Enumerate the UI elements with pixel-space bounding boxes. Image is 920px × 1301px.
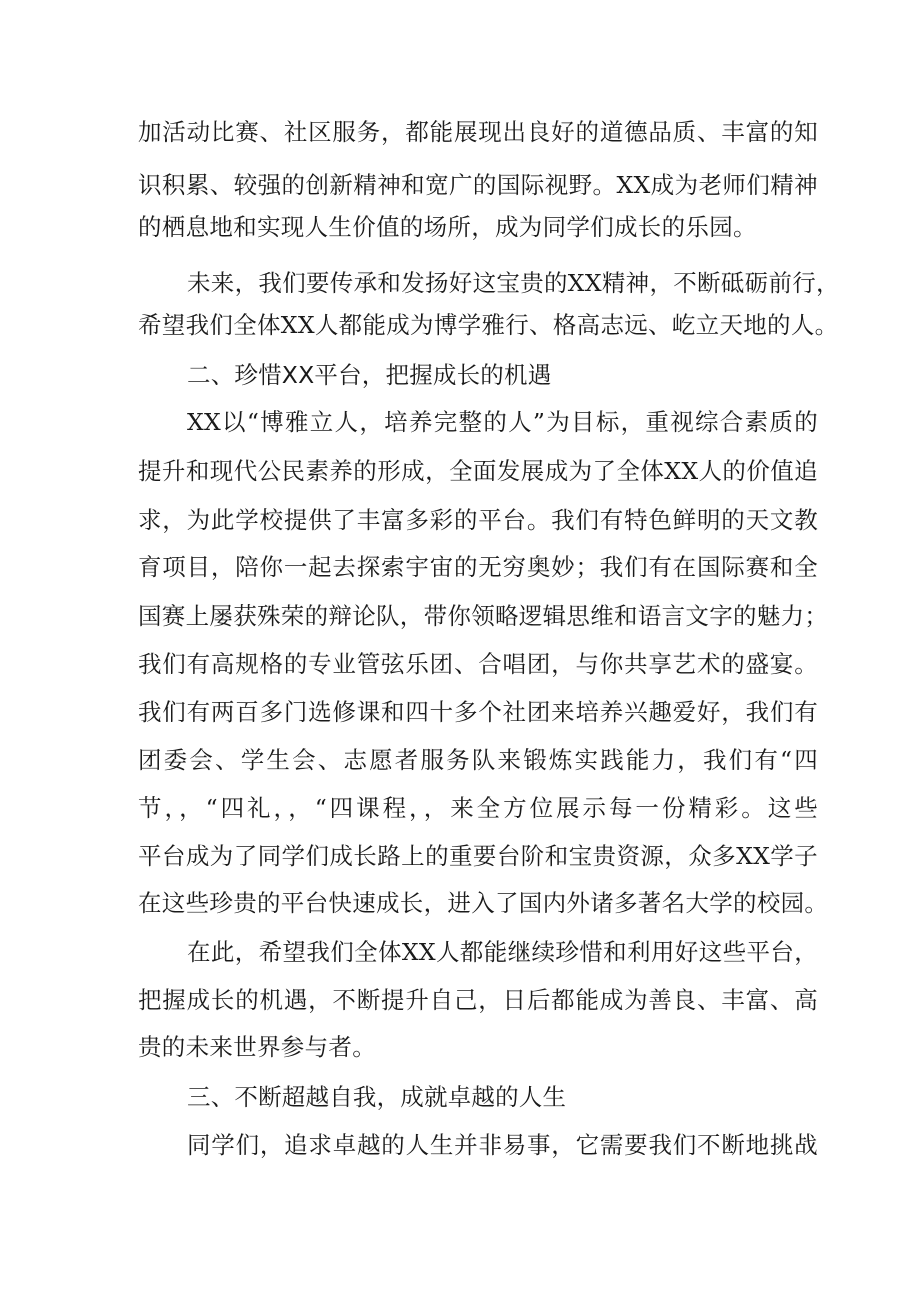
text-line: 提升和现代公民素养的形成，全面发展成为了全体XX人的价值追	[138, 457, 818, 485]
text-line: 我们有高规格的专业管弦乐团、合唱团，与你共享艺术的盛宴。	[138, 650, 818, 678]
text-line: 把握成长的机遇，不断提升自己，日后都能成为善良、丰富、高	[138, 986, 818, 1014]
text-line: 团委会、学生会、志愿者服务队来锻炼实践能力，我们有“四	[138, 746, 818, 774]
section-heading-2: 二、珍惜XX平台，把握成长的机遇	[187, 361, 552, 389]
text-line: 在这些珍贵的平台快速成长，进入了国内外诸多著名大学的校园。	[138, 889, 829, 917]
text-line: 识积累、较强的创新精神和宽广的国际视野。XX成为老师们精神	[138, 171, 818, 199]
text-line: 在此，希望我们全体XX人都能继续珍惜和利用好这些平台，	[187, 938, 818, 966]
text-line: 我们有两百多门选修课和四十多个社团来培养兴趣爱好，我们有	[138, 698, 818, 726]
text-line: 希望我们全体XX人都能成为博学雅行、格高志远、屹立天地的人。	[138, 311, 839, 339]
text-line: 未来，我们要传承和发扬好这宝贵的XX精神，不断砥砺前行，	[187, 269, 840, 297]
text-line: 育项目，陪你一起去探索宇宙的无穷奥妙；我们有在国际赛和全	[138, 553, 818, 581]
text-line: XX以“博雅立人，培养完整的人”为目标，重视综合素质的	[187, 408, 818, 436]
text-line: 同学们，追求卓越的人生并非易事，它需要我们不断地挑战	[187, 1131, 818, 1159]
text-line: 节，，“四礼，，“四课程，，来全方位展示每一份精彩。这些	[138, 794, 818, 822]
text-line: 加活动比赛、社区服务，都能展现出良好的道德品质、丰富的知	[138, 118, 818, 146]
text-line: 国赛上屡获殊荣的辩论队，带你领略逻辑思维和语言文字的魅力；	[138, 602, 829, 630]
text-line: 求，为此学校提供了丰富多彩的平台。我们有特色鲜明的天文教	[138, 506, 818, 534]
text-line: 平台成为了同学们成长路上的重要台阶和宝贵资源，众多XX学子	[138, 842, 818, 870]
text-line: 的栖息地和实现人生价值的场所，成为同学们成长的乐园。	[138, 213, 757, 241]
section-heading-3: 三、不断超越自我，成就卓越的人生	[187, 1083, 567, 1111]
text-line: 贵的未来世界参与者。	[138, 1033, 376, 1061]
